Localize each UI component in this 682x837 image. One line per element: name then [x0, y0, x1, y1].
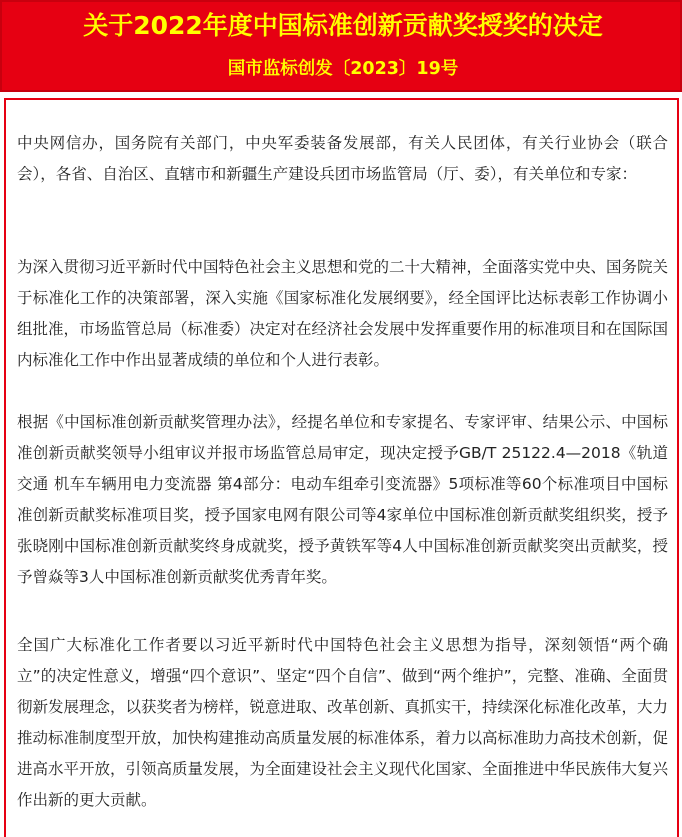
document-body [4, 98, 679, 837]
addressee-paragraph: 中央网信办，国务院有关部门，中央军委装备发展部，有关人民团体，有关行业协会（联合会），各省、自治区、直辖市和新疆生产建设兵团市场监管局（厅、委），有关单位和专家： [17, 134, 668, 183]
document-number: 国市监标创发〔2023〕19号 [227, 59, 459, 79]
call-to-action-paragraph: 全国广大标准化工作者要以习近平新时代中国特色社会主义思想为指导，深刻领悟“两个确立”的决定性意义，增强“四个意识”、坚定“四个自信”、做到“两个维护”，完整、准确、全面贯彻新发展理念，以获奖者为榜样，锐意进取、改革创新、真抓实干，持续深化标准化改革，大力推动标准制度型开放，加快构建推动高质量发展的标准体系，着力以高标准助力高技术创新，促进高水平开放，引领高质量发展，为全面建设社会主义现代化国家、全面推进中华民族伟大复兴作出新的更大贡献。 [17, 636, 669, 809]
purpose-paragraph: 为深入贯彻习近平新时代中国特色社会主义思想和党的二十大精神，全面落实党中央、国务院关于标准化工作的决策部署，深入实施《国家标准化发展纲要》，经全国评比达标表彰工作协调小组批准，市场监管总局（标准委）决定对在经济社会发展中发挥重要作用的标准项目和在国际国内标准化工作中作出显著成绩的单位和个人进行表彰。 [17, 258, 669, 369]
document-title: 关于2022年度中国标准创新贡献奖授奖的决定 [83, 11, 603, 40]
header-banner [0, 0, 682, 92]
award-decision-paragraph: 根据《中国标准创新贡献奖管理办法》，经提名单位和专家提名、专家评审、结果公示、中国标准创新贡献奖领导小组审议并报市场监管总局审定，现决定授予GB/T 25122.4—2018《轨道交通 机车车辆用电力变流器 第4部分：电动车组牵引变流器》5项标准等60个标准项目中国标准创新贡献奖标准项目奖，授予国家电网有限公司等4家单位中国标准创新贡献奖组织奖，授予张晓刚中国标准创新贡献奖终身成就奖，授予黄铁军等4人中国标准创新贡献奖突出贡献奖，授予曾焱等3人中国标准创新贡献奖优秀青年奖。 [17, 413, 668, 586]
